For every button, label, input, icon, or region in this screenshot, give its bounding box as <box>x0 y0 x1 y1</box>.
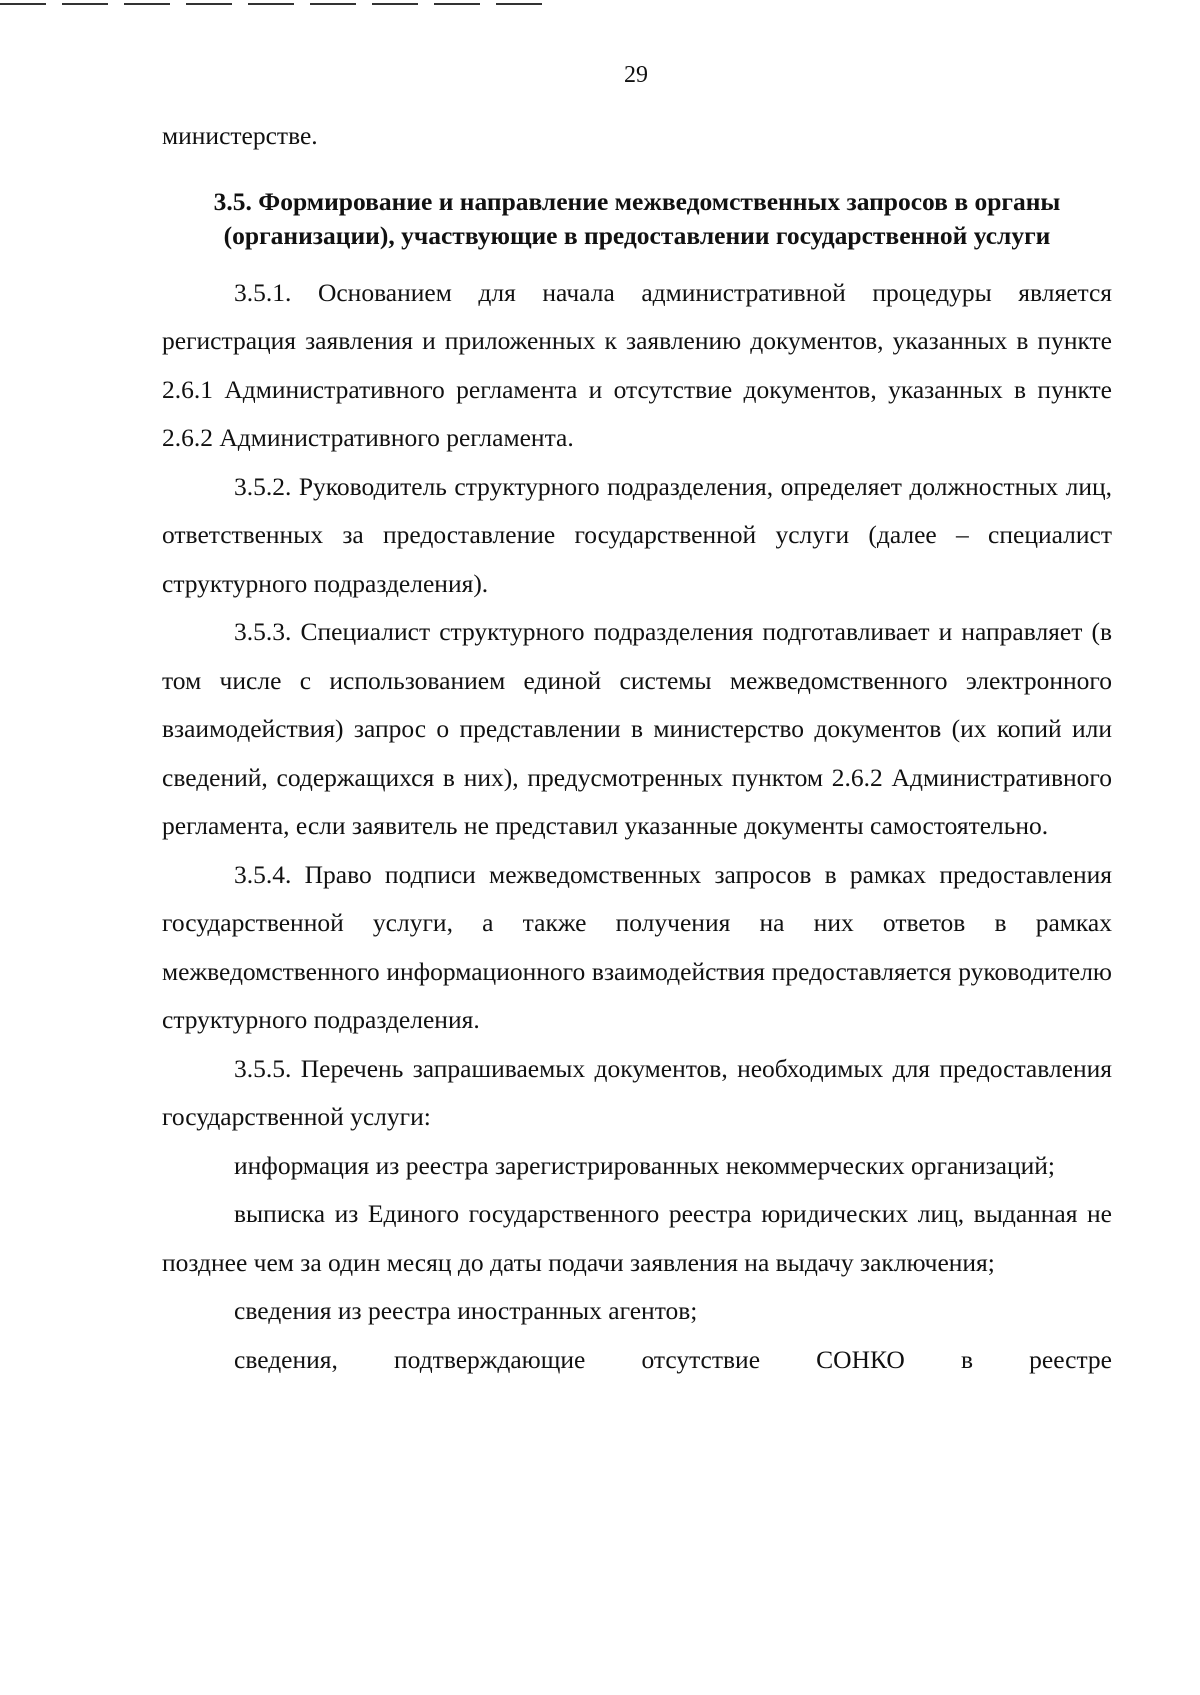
paragraph-3-5-4: 3.5.4. Право подписи межведомственных запросов в рамках предоставления государственной услуги, а также получения на них ответов в рамках межведомственного информационного взаимодействия предоставляется руководителю структурного подразделения. <box>162 859 1112 1034</box>
section-heading-line-1: 3.5. Формирование и направление межведомственных запросов в органы <box>213 186 1061 216</box>
section-heading <box>162 185 1112 253</box>
paragraph-3-5-2: 3.5.2. Руководитель структурного подразделения, определяет должностных лиц, ответственных за предоставление государственной услуги (далее – специалист структурного подразделения). <box>162 471 1112 598</box>
list-item-foreign-agents: сведения из реестра иностранных агентов; <box>234 1296 698 1325</box>
list-item-egrul-extract: выписка из Единого государственного реестра юридических лиц, выданная не позднее чем за один месяц до даты подачи заявления на выдачу заключения; <box>162 1199 1112 1277</box>
continuation-text: министерстве. <box>162 121 318 150</box>
page-number: 29 <box>624 62 648 88</box>
section-heading-line-2: (организации), участвующие в предоставлении государственной услуги <box>223 220 1051 250</box>
paragraph-3-5-1: 3.5.1. Основанием для начала административной процедуры является регистрация заявления и приложенных к заявлению документов, указанных в пункте 2.6.1 Административного регламента и отсутствие документов, указанных в пункте 2.6.2 Административного регламента. <box>162 277 1112 452</box>
document-body <box>162 112 1112 1384</box>
list-item-sonko-absence: сведения, подтверждающие отсутствие СОНКО в реестре <box>234 1344 1112 1374</box>
paragraph-3-5-3: 3.5.3. Специалист структурного подразделения подготавливает и направляет (в том числе с использованием единой системы межведомственного электронного взаимодействия) запрос о представлении в министерство документов (их копий или сведений, содержащихся в них), предусмотренных пунктом 2.6.2 Административного регламента, если заявитель не представил указанные документы самостоятельно. <box>162 617 1112 840</box>
list-item-nko-registry: информация из реестра зарегистрированных некоммерческих организаций; <box>234 1150 1056 1180</box>
scan-edge-marks <box>0 0 560 6</box>
paragraph-3-5-5: 3.5.5. Перечень запрашиваемых документов, необходимых для предоставления государственной услуги: <box>162 1053 1112 1131</box>
